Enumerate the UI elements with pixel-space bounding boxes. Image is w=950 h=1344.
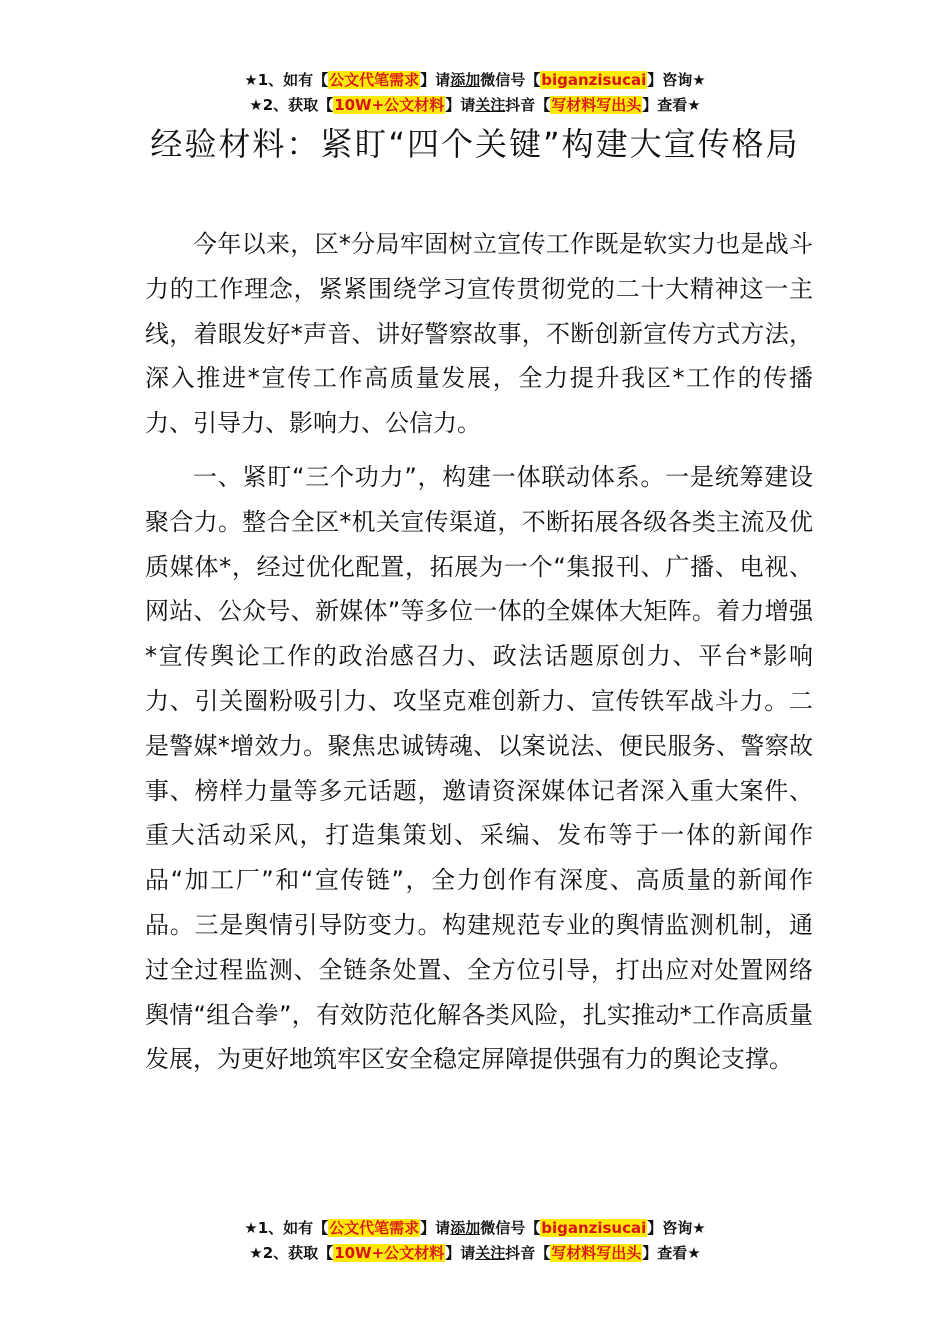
promo-highlight: 10W+公文材料 [334, 96, 445, 114]
promo-text: 抖音【 [505, 96, 551, 114]
promo-text: 】请 [445, 1244, 476, 1262]
document-body [145, 222, 813, 1091]
promo-highlight: 写材料写出头 [551, 1244, 642, 1262]
promo-line-2 [0, 1241, 950, 1266]
promo-line-2 [0, 93, 950, 118]
header-promo-banner [0, 68, 950, 118]
promo-line-1 [0, 68, 950, 93]
promo-highlight: 10W+公文材料 [334, 1244, 445, 1262]
promo-text: 】请 [420, 1219, 451, 1237]
promo-highlight: 公文代笔需求 [329, 71, 420, 89]
promo-text: 】请 [420, 71, 451, 89]
promo-text: 抖音【 [505, 1244, 551, 1262]
promo-text: 】请 [445, 96, 476, 114]
paragraph-intro: 今年以来，区*分局牢固树立宣传工作既是软实力也是战斗力的工作理念，紧紧围绕学习宣传贯彻党的二十大精神这一主线，着眼发好*声音、讲好警察故事，不断创新宣传方式方法，深入推进*宣传工作高质量发展，全力提升我区*工作的传播力、引导力、影响力、公信力。 [145, 230, 813, 438]
promo-text: 】咨询★ [647, 71, 706, 89]
promo-highlight: biganzisucai [541, 1219, 647, 1237]
footer-promo-banner [0, 1216, 950, 1266]
paragraph-section-1: 一、紧盯“三个功力”，构建一体联动体系。一是统筹建设聚合力。整合全区*机关宣传渠道，不断拓展各级各类主流及优质媒体*，经过优化配置，拓展为一个“集报刊、广播、电视、网站、公众号、新媒体”等多位一体的全媒体大矩阵。着力增强*宣传舆论工作的政治感召力、政法话题原创力、平台*影响力、引关圈粉吸引力、攻坚克难创新力、宣传铁军战斗力。二是警媒*增效力。聚焦忠诚铸魂、以案说法、便民服务、警察故事、榜样力量等多元话题，邀请资深媒体记者深入重大案件、重大活动采风，打造集策划、采编、发布等于一体的新闻作品“加工厂”和“宣传链”，全力创作有深度、高质量的新闻作品。三是舆情引导防变力。构建规范专业的舆情监测机制，通过全过程监测、全链条处置、全方位引导，打出应对处置网络舆情“组合拳”，有效防范化解各类风险，扎实推动*工作高质量发展，为更好地筑牢区安全稳定屏障提供强有力的舆论支撑。 [145, 462, 813, 1074]
promo-underline: 添加 [450, 1219, 481, 1237]
promo-text: ★1、如有【 [244, 71, 329, 89]
promo-text: 微信号【 [480, 71, 541, 89]
promo-text: 】咨询★ [647, 1219, 706, 1237]
promo-line-1 [0, 1216, 950, 1241]
promo-text: 】查看★ [642, 96, 701, 114]
promo-underline: 添加 [450, 71, 481, 89]
promo-highlight: 公文代笔需求 [329, 1219, 420, 1237]
promo-text: 微信号【 [480, 1219, 541, 1237]
promo-highlight: biganzisucai [541, 71, 647, 89]
promo-text: 】查看★ [642, 1244, 701, 1262]
promo-text: ★1、如有【 [244, 1219, 329, 1237]
document-title: 经验材料：紧盯“四个关键”构建大宣传格局 [150, 125, 800, 163]
promo-underline: 关注 [475, 1244, 506, 1262]
promo-underline: 关注 [475, 96, 506, 114]
promo-text: ★2、获取【 [249, 1244, 334, 1262]
promo-text: ★2、获取【 [249, 96, 334, 114]
promo-highlight: 写材料写出头 [551, 96, 642, 114]
